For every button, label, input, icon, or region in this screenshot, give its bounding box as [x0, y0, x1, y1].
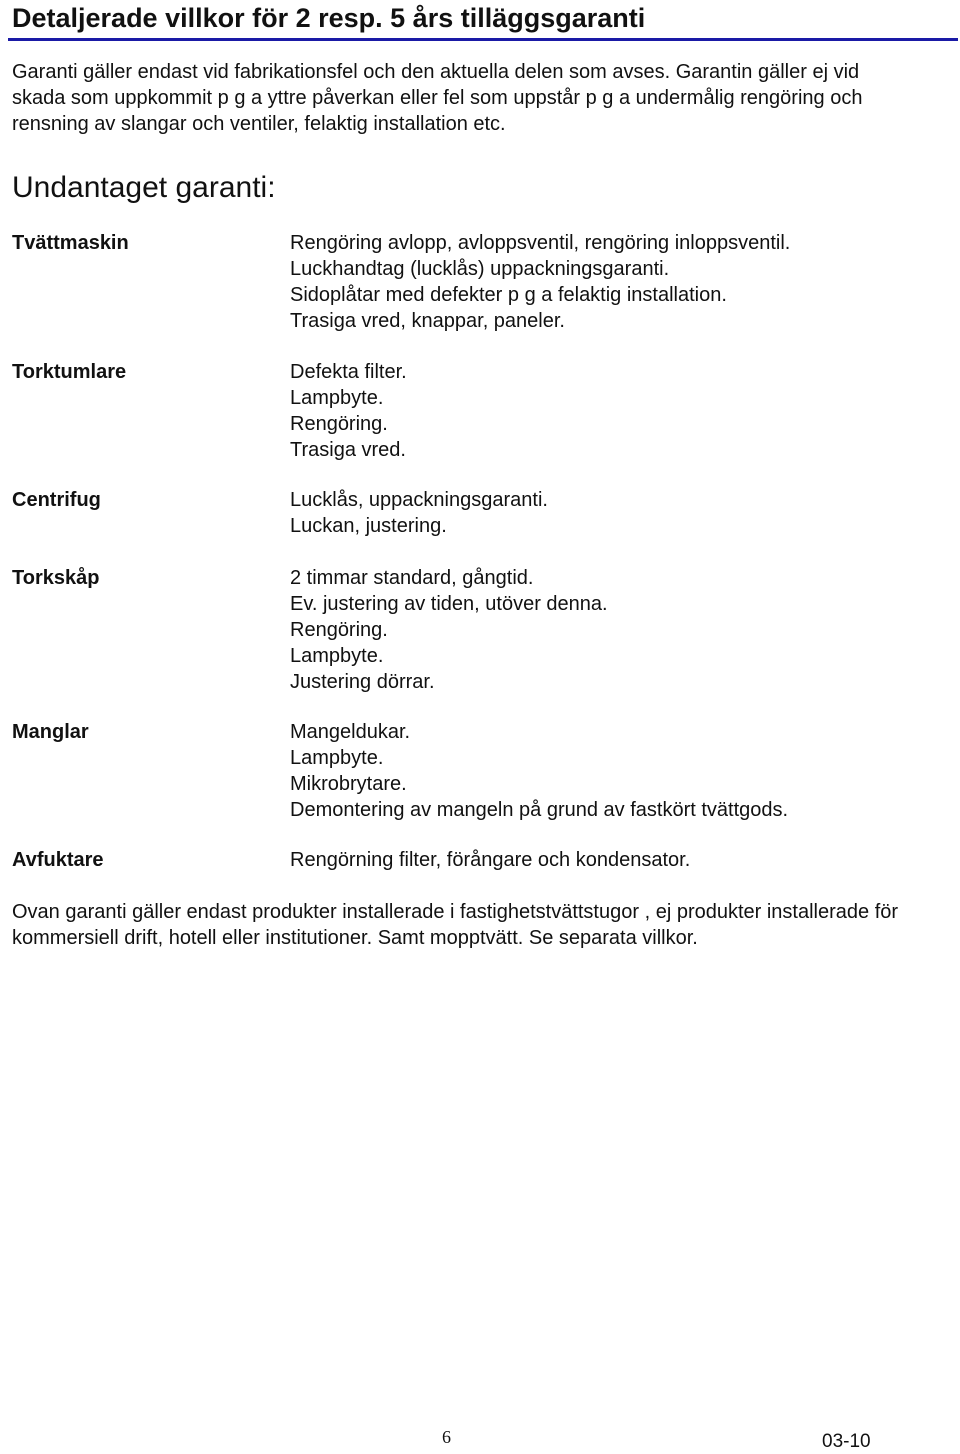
exception-item: Justering dörrar. — [290, 671, 435, 693]
exceptions-heading: Undantaget garanti: — [12, 171, 276, 204]
category-label-torkskap: Torkskåp — [12, 567, 100, 589]
page-number: 6 — [442, 1427, 451, 1447]
exception-list-torkskap — [290, 565, 608, 695]
category-label-avfuktare: Avfuktare — [12, 849, 104, 871]
exception-item: Mangeldukar. — [290, 721, 411, 743]
exception-item: Demontering av mangeln på grund av fastkört tvättgods. — [290, 799, 789, 821]
exception-list-avfuktare — [290, 847, 690, 873]
exception-item: Lampbyte. — [290, 645, 384, 667]
exception-item: Rengörning filter, förångare och kondensator. — [290, 849, 691, 871]
exception-item: Mikrobrytare. — [290, 773, 407, 795]
closing-paragraph: Ovan garanti gäller endast produkter installerade i fastighetstvättstugor , ej produkter installerade för kommersiell drift, hotell eller institutioner. Samt mopptvätt. Se separata villkor. — [12, 901, 899, 949]
exception-item: Defekta filter. — [290, 361, 407, 383]
exception-item: Trasiga vred. — [290, 439, 406, 461]
exception-list-torktumlare — [290, 359, 407, 463]
page-title: Detaljerade villkor för 2 resp. 5 års tilläggsgaranti — [12, 3, 646, 33]
exception-item: Lucklås, uppackningsgaranti. — [290, 489, 548, 511]
exception-item: Ev. justering av tiden, utöver denna. — [290, 593, 608, 615]
exception-item: Luckan, justering. — [290, 515, 447, 537]
exception-item: Luckhandtag (lucklås) uppackningsgaranti. — [290, 258, 670, 280]
exception-item: 2 timmar standard, gångtid. — [290, 567, 534, 589]
intro-paragraph: Garanti gäller endast vid fabrikationsfel och den aktuella delen som avses. Garantin gäller ej vid skada som uppkommit p g a yttre påverkan eller fel som uppstår p g a undermålig rengöring och rensning av slangar och ventiler, felaktig installation etc. — [12, 61, 863, 135]
exception-item: Rengöring. — [290, 619, 388, 641]
category-label-torktumlare: Torktumlare — [12, 361, 127, 383]
exception-item: Sidoplåtar med defekter p g a felaktig installation. — [290, 284, 727, 306]
title-divider — [8, 38, 958, 41]
exception-list-manglar — [290, 719, 788, 823]
exception-list-centrifug — [290, 487, 548, 539]
category-label-tvattmaskin: Tvättmaskin — [12, 232, 129, 254]
document-date: 03-10 — [822, 1431, 871, 1452]
exception-list-tvattmaskin — [290, 230, 790, 334]
exception-item: Rengöring avlopp, avloppsventil, rengöring inloppsventil. — [290, 232, 791, 254]
exception-item: Lampbyte. — [290, 387, 384, 409]
category-label-manglar: Manglar — [12, 721, 89, 743]
category-label-centrifug: Centrifug — [12, 489, 101, 511]
exception-item: Rengöring. — [290, 413, 388, 435]
exception-item: Trasiga vred, knappar, paneler. — [290, 310, 565, 332]
exception-item: Lampbyte. — [290, 747, 384, 769]
